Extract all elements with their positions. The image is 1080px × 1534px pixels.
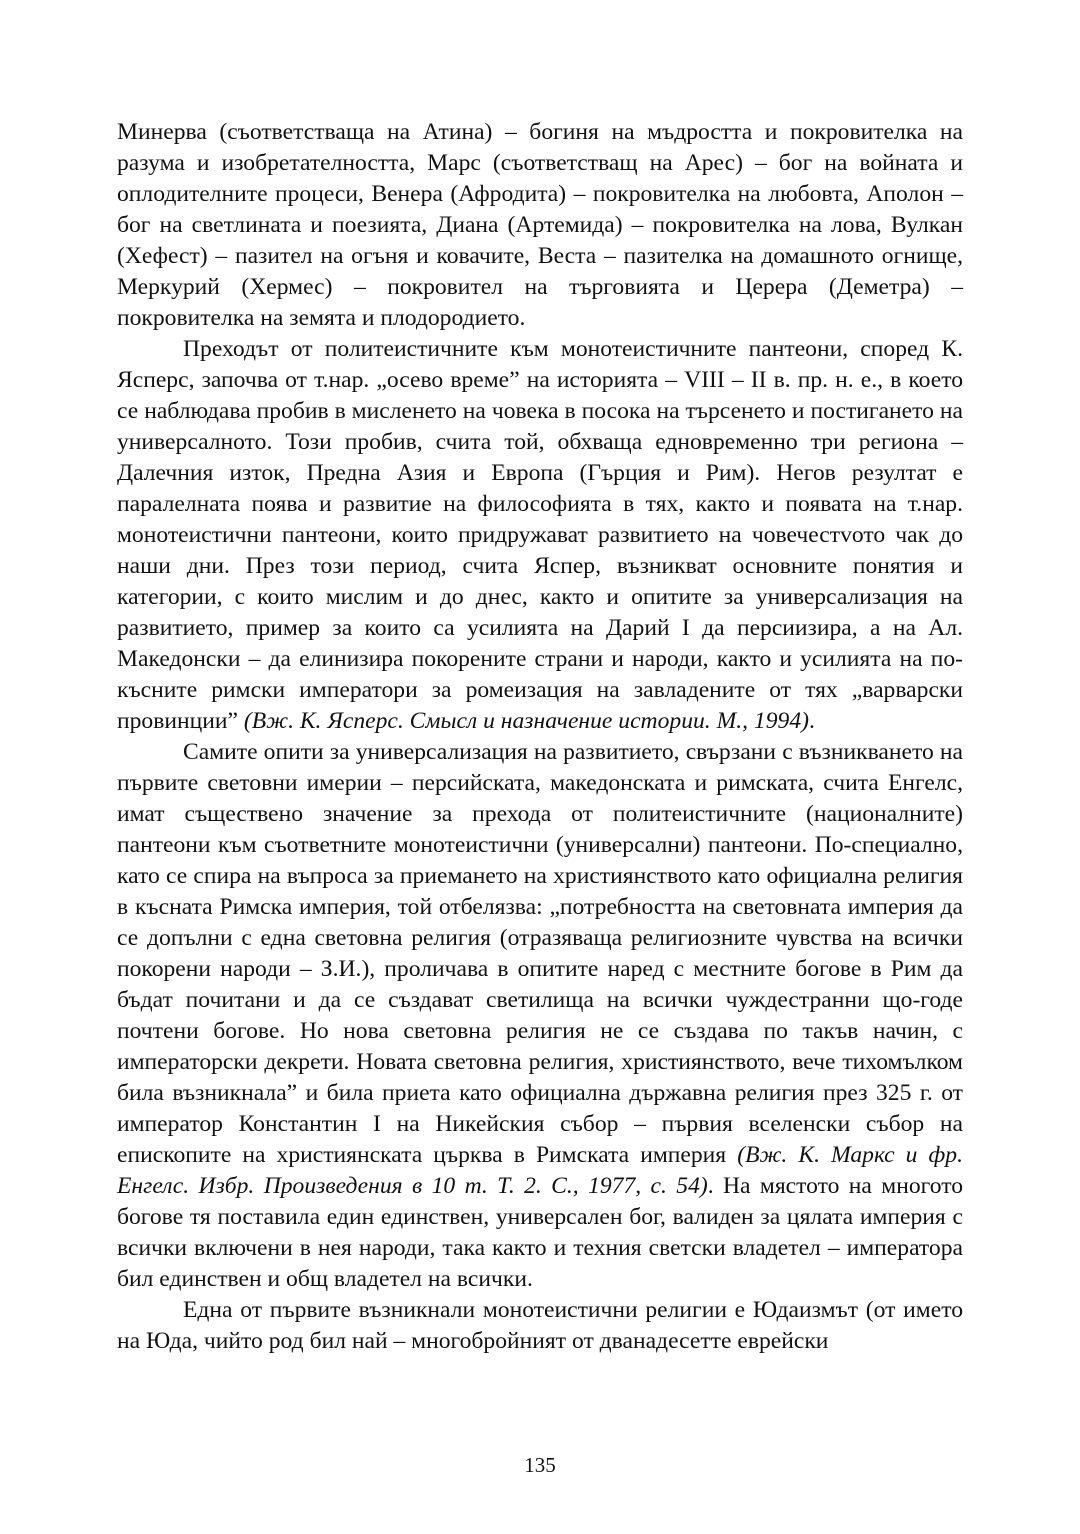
paragraph-2-citation: (Вж. К. Ясперс. Смысл и назначение истории. М., 1994) (243, 708, 809, 734)
paragraph-4-text: Една от първите възникнали монотеистични религии е Юдаизмът (от името на Юда, чийто род бил най – многобройният от дванадесетте еврейски (117, 1297, 963, 1354)
paragraph-3-citation: (Вж. К. Маркс и фр. Енгелс. Избр. Произведения в 10 т. Т. 2. С., 1977, с. 54) (117, 1142, 963, 1199)
paragraph-3-continuation: . На мястото на многото богове тя поставила един единствен, универсален бог, валиден за цялата империя с всички включени в нея народи, така както и техния светски владетел – императора бил единствен и общ владетел на всички. (117, 1173, 963, 1292)
paragraph-2 (117, 334, 963, 737)
paragraph-3 (117, 737, 963, 1295)
paragraph-2-text: Преходът от политеистичните към монотеистичните пантеони, според К. Ясперс, започва от т.нар. „осево време” на историята – VIII – II в. пр. н. е., в което се наблюдава пробив в мисленето на човека в посока на търсенето и постигането на универсалното. Този пробив, счита той, обхваща едновременно три региона – Далечния изток, Предна Азия и Европа (Гърция и Рим). Негов резултат е паралелната поява и развитие на философията в тях, както и появата на т.нар. монотеистични пантеони, които придружават развитието на човечестvото чак до наши дни. През този период, счита Яспер, възникват основните понятия и категории, с които мислим и до днес, както и опитите за универсализация на развитието, пример за които са усилията на Дарий I да персиизира, а на Ал. Македонски – да елинизира покорените страни и народи, както и усилията на по-късните римски императори за ромеизация на завладените от тях „варварски провинции” (117, 336, 963, 734)
paragraph-1 (117, 117, 963, 334)
paragraph-4 (117, 1295, 963, 1357)
body-text (117, 117, 963, 1357)
paragraph-3-text: Самите опити за универсализация на развитието, свързани с възникването на първите световни имерии – персийската, македонската и римската, счита Енгелс, имат съществено значение за прехода от политеистичните (националните) пантеони към съответните монотеистични (универсални) пантеони. По-специално, като се спира на въпроса за приемането на християнството като официална религия в късната Римска империя, той отбелязва: „потребността на световната империя да се допълни с една световна религия (отразяваща религиозните чувства на всички покорени народи – З.И.), проличава в опитите наред с местните богове в Рим да бъдат почитани и да се създават светилища на всички чуждестранни що-годе почтени богове. Но нова световна религия не се създава по такъв начин, с императорски декрети. Новата световна религия, християнството, вече тихомълком била възникнала” и била приета като официална държавна религия през 325 г. от император Константин I на Никейския събор – първия вселенски събор на епископите на християнската църква в Римската империя (117, 739, 963, 1168)
paragraph-1-text: Минерва (съответстваща на Атина) – богиня на мъдростта и покровителка на разума и изобретателността, Марс (съответстващ на Арес) – бог на войната и оплодителните процеси, Венера (Афродита) – покровителка на любовта, Аполон – бог на светлината и поезията, Диана (Артемида) – покровителка на лова, Вулкан (Хефест) – пазител на огъня и ковачите, Веста – пазителка на домашното огнище, Меркурий (Хермес) – покровител на търговията и Церера (Деметра) – покровителка на земята и плодородието. (117, 119, 963, 331)
page-number: 135 (524, 1453, 556, 1477)
paragraph-2-end: . (808, 708, 815, 734)
